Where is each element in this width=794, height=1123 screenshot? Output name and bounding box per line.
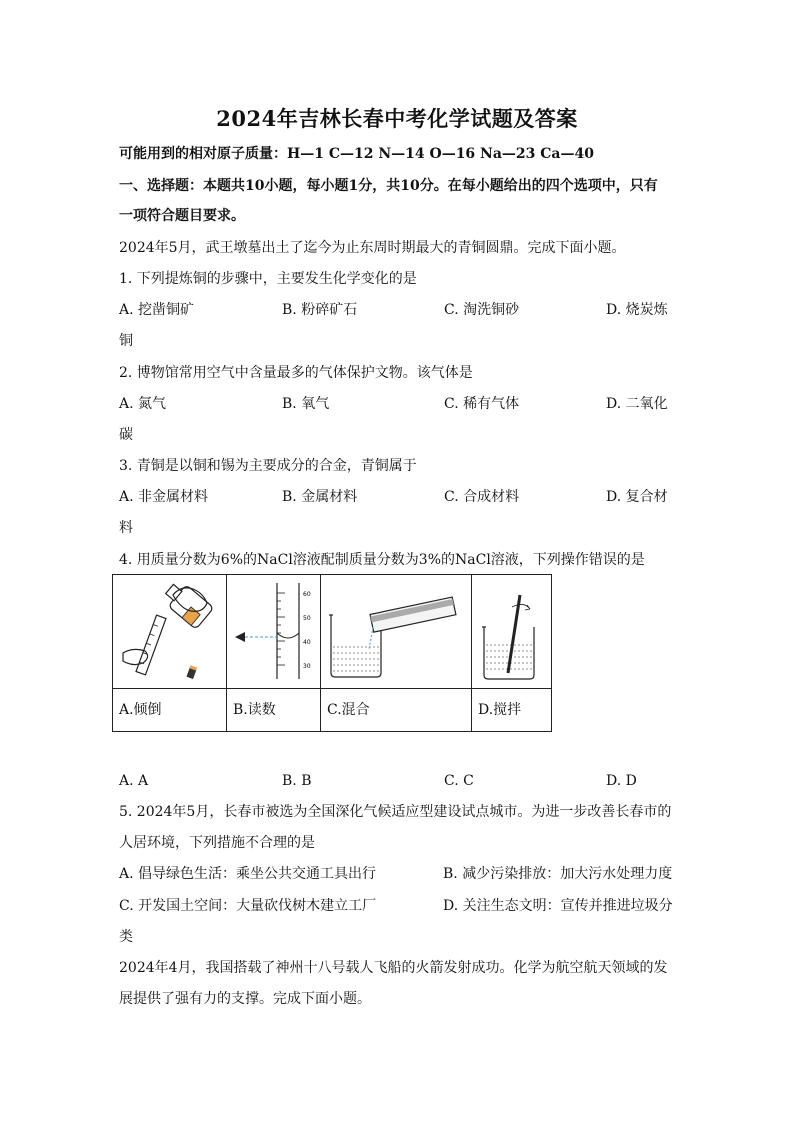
tick-40: 40 — [303, 639, 311, 646]
figure-stirring — [472, 575, 552, 688]
stirring-illustration — [472, 575, 552, 688]
question-stem: 2. 博物馆常用空气中含量最多的气体保护文物。该气体是 — [119, 365, 473, 381]
option-d-wrap: 类 — [119, 929, 133, 945]
section-heading: 一、选择题：本题共10小题，每小题1分，共10分。在每小题给出的四个选项中，只有 — [119, 178, 658, 194]
option-c: C. 稀有气体 — [444, 396, 520, 412]
page-title: 2024年吉林长春中考化学试题及答案 — [216, 106, 578, 131]
caption-stirring: D.搅拌 — [472, 688, 552, 731]
figure-reading — [227, 575, 321, 688]
option-a: A. 氮气 — [119, 396, 167, 412]
figure-mixing — [321, 575, 472, 688]
atomic-mass-line: 可能用到的相对原子质量：H—1 C—12 N—14 O—16 Na—23 Ca—40 — [119, 146, 594, 162]
question-stem: 4. 用质量分数为6%的NaCl溶液配制质量分数为3%的NaCl溶液，下列操作错误的是 — [119, 552, 645, 568]
mixing-illustration — [321, 575, 471, 688]
tick-50: 50 — [303, 615, 311, 622]
option-a: A. 挖凿铜矿 — [119, 302, 195, 318]
option-d-wrap: 料 — [119, 520, 133, 536]
caption-reading: B.读数 — [227, 688, 321, 731]
tick-60: 60 — [303, 591, 311, 598]
option-b: B. B — [282, 773, 312, 789]
passage-intro: 2024年5月，武王墩墓出土了迄今为止东周时期最大的青铜圆鼎。完成下面小题。 — [119, 240, 626, 256]
option-a: A. A — [119, 773, 149, 789]
question-stem: 1. 下列提炼铜的步骤中，主要发生化学变化的是 — [119, 271, 417, 287]
option-d: D. D — [606, 773, 637, 789]
reading-illustration — [227, 575, 320, 688]
option-c: C. 淘洗铜砂 — [444, 302, 520, 318]
question-stem-cont: 人居环境，下列措施不合理的是 — [119, 835, 315, 851]
question-stem: 5. 2024年5月，长春市被选为全国深化气候适应型建设试点城市。为进一步改善长春市的 — [119, 804, 672, 820]
figure-pouring — [113, 575, 227, 688]
option-a: A. 非金属材料 — [119, 489, 209, 505]
option-b: B. 氧气 — [282, 396, 330, 412]
tick-30: 30 — [303, 663, 311, 670]
option-b: B. 粉碎矿石 — [282, 302, 358, 318]
option-d: D. 关注生态文明：宣传并推进垃圾分 — [443, 898, 673, 914]
pouring-illustration — [113, 575, 226, 688]
option-b: B. 金属材料 — [282, 489, 358, 505]
option-d: D. 二氧化 — [606, 396, 668, 412]
option-c: C. 合成材料 — [444, 489, 520, 505]
option-b: B. 减少污染排放：加大污水处理力度 — [443, 866, 673, 882]
option-c: C. C — [444, 773, 474, 789]
passage-intro-cont: 展提供了强有力的支撑。完成下面小题。 — [119, 991, 371, 1007]
caption-pouring: A.倾倒 — [113, 688, 227, 731]
experiment-figure-table — [112, 574, 552, 732]
option-a: A. 倡导绿色生活：乘坐公共交通工具出行 — [119, 866, 377, 882]
caption-mixing: C.混合 — [321, 688, 472, 731]
option-c: C. 开发国土空间：大量砍伐树木建立工厂 — [119, 898, 377, 914]
question-stem: 3. 青铜是以铜和锡为主要成分的合金，青铜属于 — [119, 458, 417, 474]
option-d: D. 复合材 — [606, 489, 668, 505]
option-d-wrap: 碳 — [119, 427, 133, 443]
option-d-wrap: 铜 — [119, 333, 133, 349]
passage-intro: 2024年4月，我国搭载了神州十八号载人飞船的火箭发射成功。化学为航空航天领域的发 — [119, 960, 668, 976]
section-heading-cont: 一项符合题目要求。 — [119, 208, 245, 224]
option-d: D. 烧炭炼 — [606, 302, 668, 318]
